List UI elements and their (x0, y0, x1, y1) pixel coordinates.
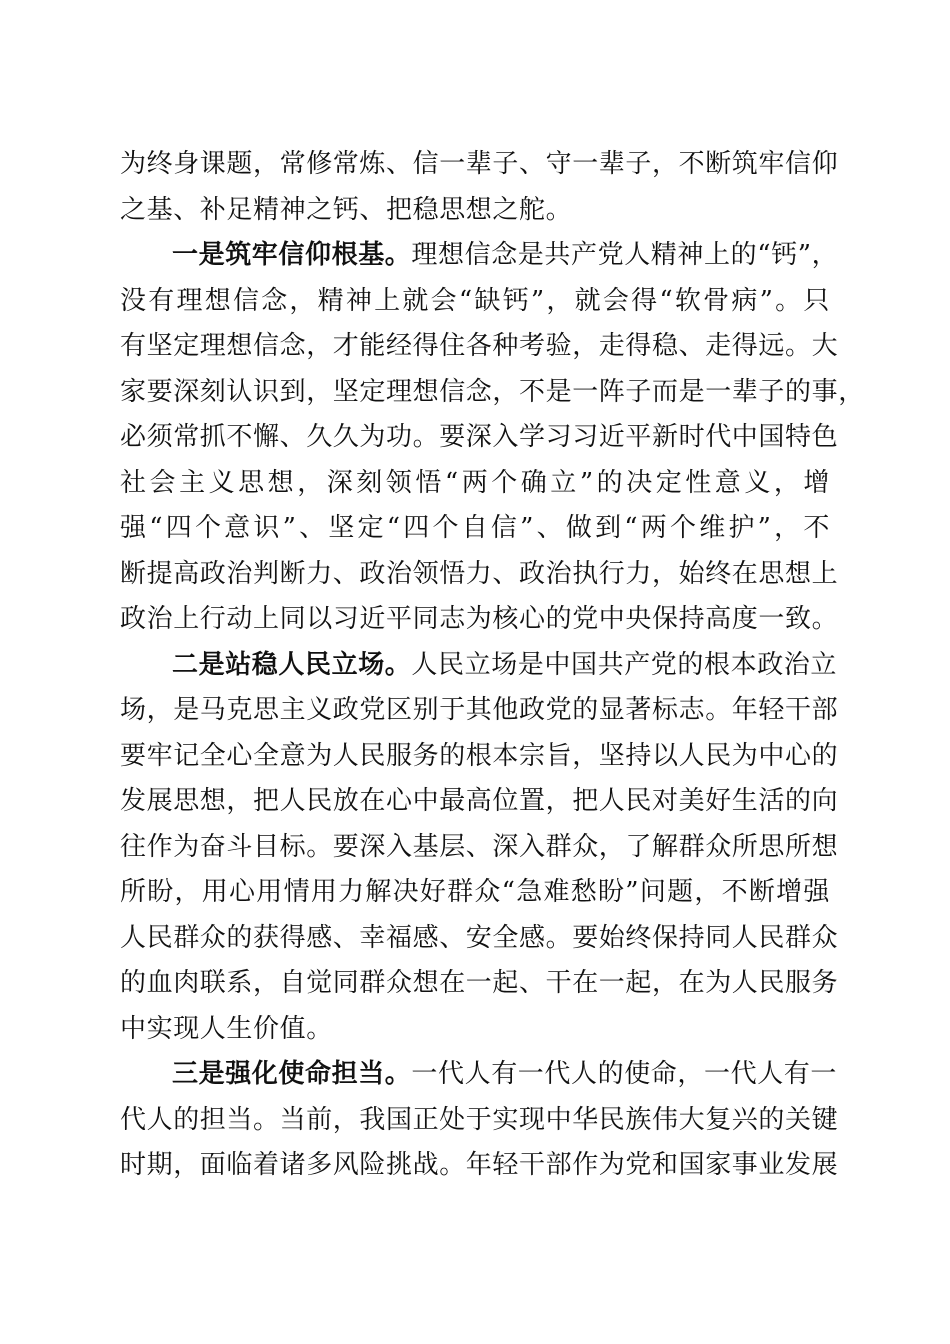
text-line: 必须常抓不懈、久久为功。要深入学习习近平新时代中国特色 (120, 422, 839, 452)
text-line: 场，是马克思主义政党区别于其他政党的显著标志。年轻干部 (120, 695, 839, 725)
text-line: 要牢记全心全意为人民服务的根本宗旨，坚持以人民为中心的 (120, 740, 839, 771)
paragraph-3-lead: 三是强化使命担当。 (172, 1059, 412, 1089)
paragraph-2-first-text: 人民立场是中国共产党的根本政治立 (411, 649, 838, 680)
text-line: 为终身课题，常修常炼、信一辈子、守一辈子，不断筑牢信仰 (120, 149, 839, 179)
text-line: 之基、补足精神之钙、把稳思想之舵。 (120, 194, 573, 225)
paragraph-1-lead: 一是筑牢信仰根基。 (172, 240, 412, 270)
text-line: 往作为奋斗目标。要深入基层、深入群众，了解群众所思所想 (120, 831, 839, 862)
paragraph-2-first-line (120, 643, 838, 689)
text-line: 的血肉联系，自觉同群众想在一起、干在一起，在为人民服务 (120, 968, 839, 998)
paragraph-1-first-line (120, 233, 839, 279)
text-line: 家要深刻认识到，坚定理想信念，不是一阵子而是一辈子的事， (120, 376, 865, 407)
document-body (120, 142, 865, 1189)
paragraph-2-lead: 二是站稳人民立场。 (172, 649, 412, 680)
text-line: 发展思想，把人民放在心中最高位置，把人民对美好生活的向 (120, 786, 839, 816)
text-line: 断提高政治判断力、政治领悟力、政治执行力，始终在思想上 (120, 558, 839, 589)
text-line: 时期，面临着诸多风险挑战。年轻干部作为党和国家事业发展 (120, 1150, 839, 1180)
text-line: 政治上行动上同以习近平同志为核心的党中央保持高度一致。 (120, 604, 839, 634)
text-line: 人民群众的获得感、幸福感、安全感。要始终保持同人民群众 (120, 922, 839, 953)
text-line: 有坚定理想信念，才能经得住各种考验，走得稳、走得远。大 (120, 331, 839, 361)
text-line: 强“四个意识”、坚定“四个自信”、做到“两个维护”，不 (120, 513, 830, 543)
paragraph-1-first-text: 理想信念是共产党人精神上的“钙”， (411, 240, 839, 270)
text-line: 中实现人生价值。 (120, 1013, 333, 1044)
text-line: 代人的担当。当前，我国正处于实现中华民族伟大复兴的关键 (120, 1104, 839, 1135)
paragraph-3-first-line (120, 1052, 838, 1098)
paragraph-3-first-text: 一代人有一代人的使命，一代人有一 (411, 1059, 838, 1089)
text-line: 没有理想信念，精神上就会“缺钙”，就会得“软骨病”。只 (120, 285, 830, 316)
text-line: 社会主义思想，深刻领悟“两个确立”的决定性意义，增 (120, 467, 830, 498)
text-line: 所盼，用心用情用力解决好群众“急难愁盼”问题，不断增强 (120, 877, 830, 907)
